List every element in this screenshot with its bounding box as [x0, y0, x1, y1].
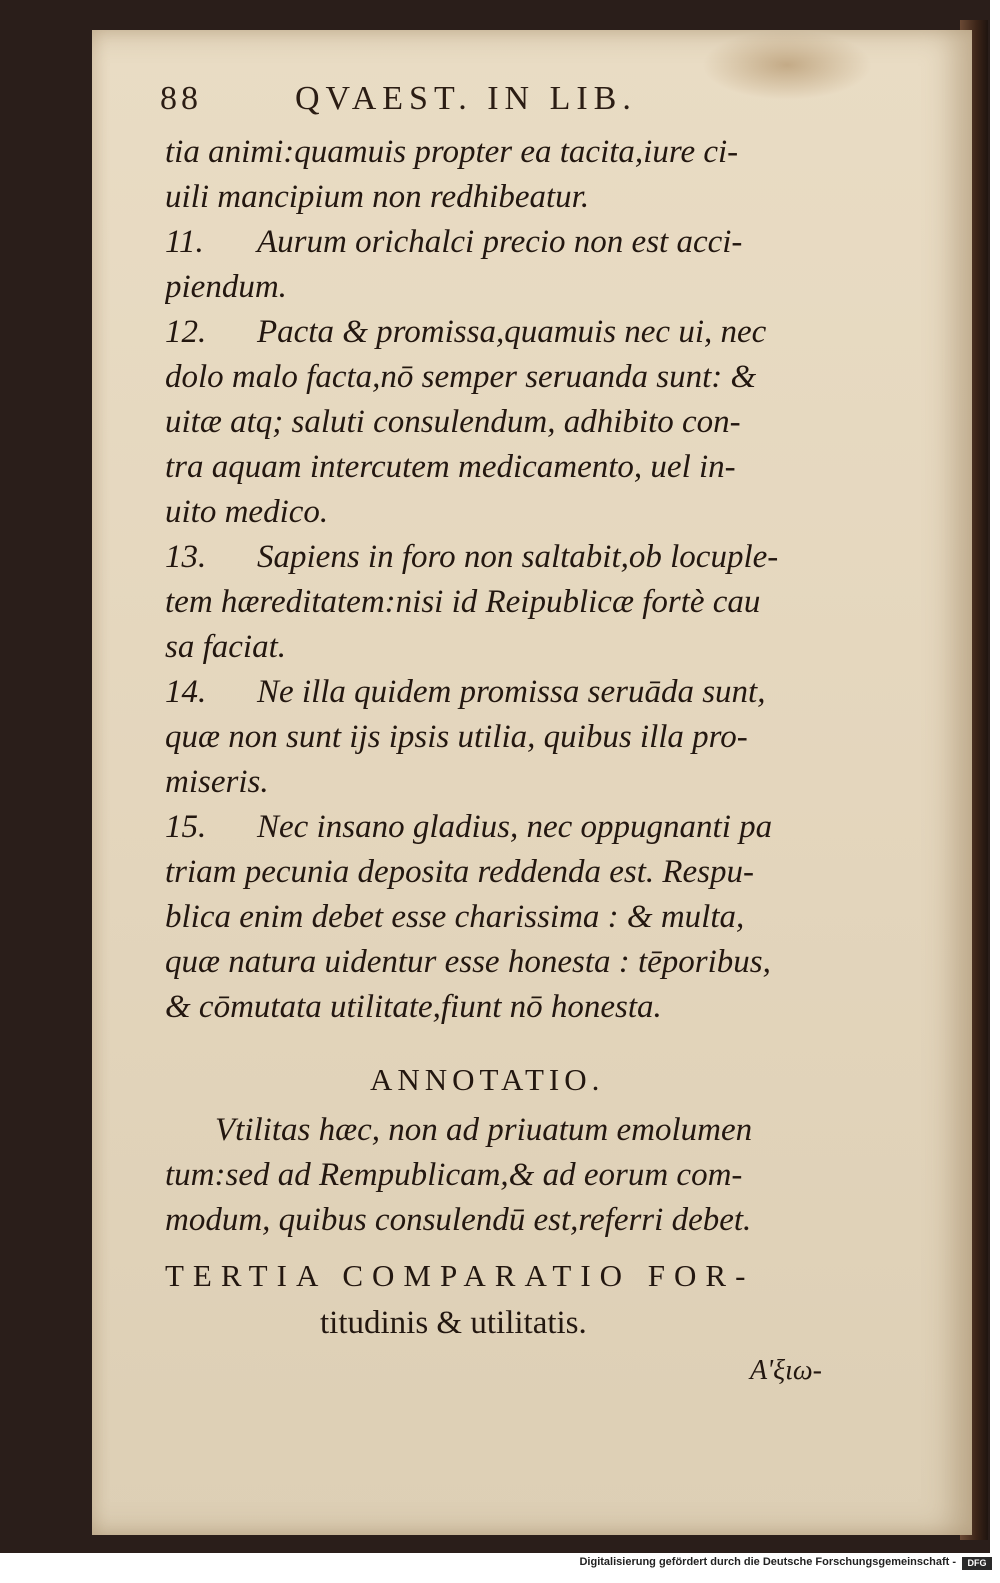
text-line	[165, 760, 925, 805]
running-head: QVAEST. IN LIB.	[295, 80, 637, 117]
line-text: Nec insano gladius, nec oppugnanti pa	[257, 809, 773, 845]
line-text: piendum.	[165, 269, 287, 305]
text-line	[165, 535, 925, 580]
line-text: tra aquam intercutem medicamento, uel in-	[165, 449, 736, 485]
text-line	[165, 580, 925, 625]
text-line	[165, 805, 925, 850]
dfg-logo: DFG	[962, 1557, 992, 1570]
annotation-title: ANNOTATIO.	[370, 1062, 605, 1097]
line-text: uitæ atq; saluti consulendum, adhibito con-	[165, 404, 741, 440]
section-subtitle: titudinis & utilitatis.	[320, 1305, 587, 1341]
text-line	[165, 445, 925, 490]
text-line	[165, 310, 925, 355]
annotation-line: Vtilitas hæc, non ad priuatum emolumen	[215, 1112, 753, 1148]
item-number: 14.	[165, 674, 207, 710]
line-text: quæ natura uidentur esse honesta : tēporibus,	[165, 944, 771, 980]
page-header	[160, 80, 820, 128]
text-line	[165, 715, 925, 760]
line-text: uito medico.	[165, 494, 329, 530]
page-number: 88	[160, 80, 202, 117]
text-line	[165, 265, 925, 310]
item-number: 11.	[165, 224, 204, 260]
annotation-text	[165, 1108, 925, 1243]
line-text: Sapiens in foro non saltabit,ob locuple-	[257, 539, 779, 575]
section-title: TERTIA COMPARATIO FOR-	[165, 1258, 755, 1293]
line-text: tia animi:quamuis propter ea tacita,iure ci-	[165, 134, 739, 170]
line-text: Pacta & promissa,quamuis nec ui, nec	[257, 314, 767, 350]
line-text: miseris.	[165, 764, 269, 800]
line-text: uili mancipium non redhibeatur.	[165, 179, 590, 215]
text-line	[165, 670, 925, 715]
text-line	[165, 220, 925, 265]
text-line	[165, 625, 925, 670]
line-text: Aurum orichalci precio non est acci-	[257, 224, 743, 260]
text-line	[165, 985, 925, 1030]
line-text: dolo malo facta,nō semper seruanda sunt: &	[165, 359, 757, 395]
text-line	[165, 895, 925, 940]
text-line	[165, 400, 925, 445]
annotation-line: tum:sed ad Rempublicam,& ad eorum com-	[165, 1157, 743, 1193]
line-text: blica enim debet esse charissima : & multa,	[165, 899, 745, 935]
item-number: 13.	[165, 539, 207, 575]
catchword: Α'ξιω-	[750, 1355, 822, 1386]
line-text: sa faciat.	[165, 629, 286, 665]
text-line	[165, 940, 925, 985]
line-text: tem hæreditatem:nisi id Reipublicæ fortè cau	[165, 584, 761, 620]
line-text: Ne illa quidem promissa seruāda sunt,	[257, 674, 766, 710]
line-text: quæ non sunt ijs ipsis utilia, quibus illa pro-	[165, 719, 748, 755]
text-line	[165, 355, 925, 400]
text-line	[165, 175, 925, 220]
line-text: & cōmutata utilitate,fiunt nō honesta.	[165, 989, 662, 1025]
item-number: 15.	[165, 809, 207, 845]
text-line	[165, 130, 925, 175]
footer-credit: Digitalisierung gefördert durch die Deutsche Forschungsgemeinschaft -	[579, 1556, 956, 1568]
annotation-line: modum, quibus consulendū est,referri debet.	[165, 1202, 752, 1238]
line-text: triam pecunia deposita reddenda est. Respu-	[165, 854, 755, 890]
body-text	[165, 130, 925, 1030]
text-line	[165, 490, 925, 535]
text-line	[165, 850, 925, 895]
item-number: 12.	[165, 314, 207, 350]
